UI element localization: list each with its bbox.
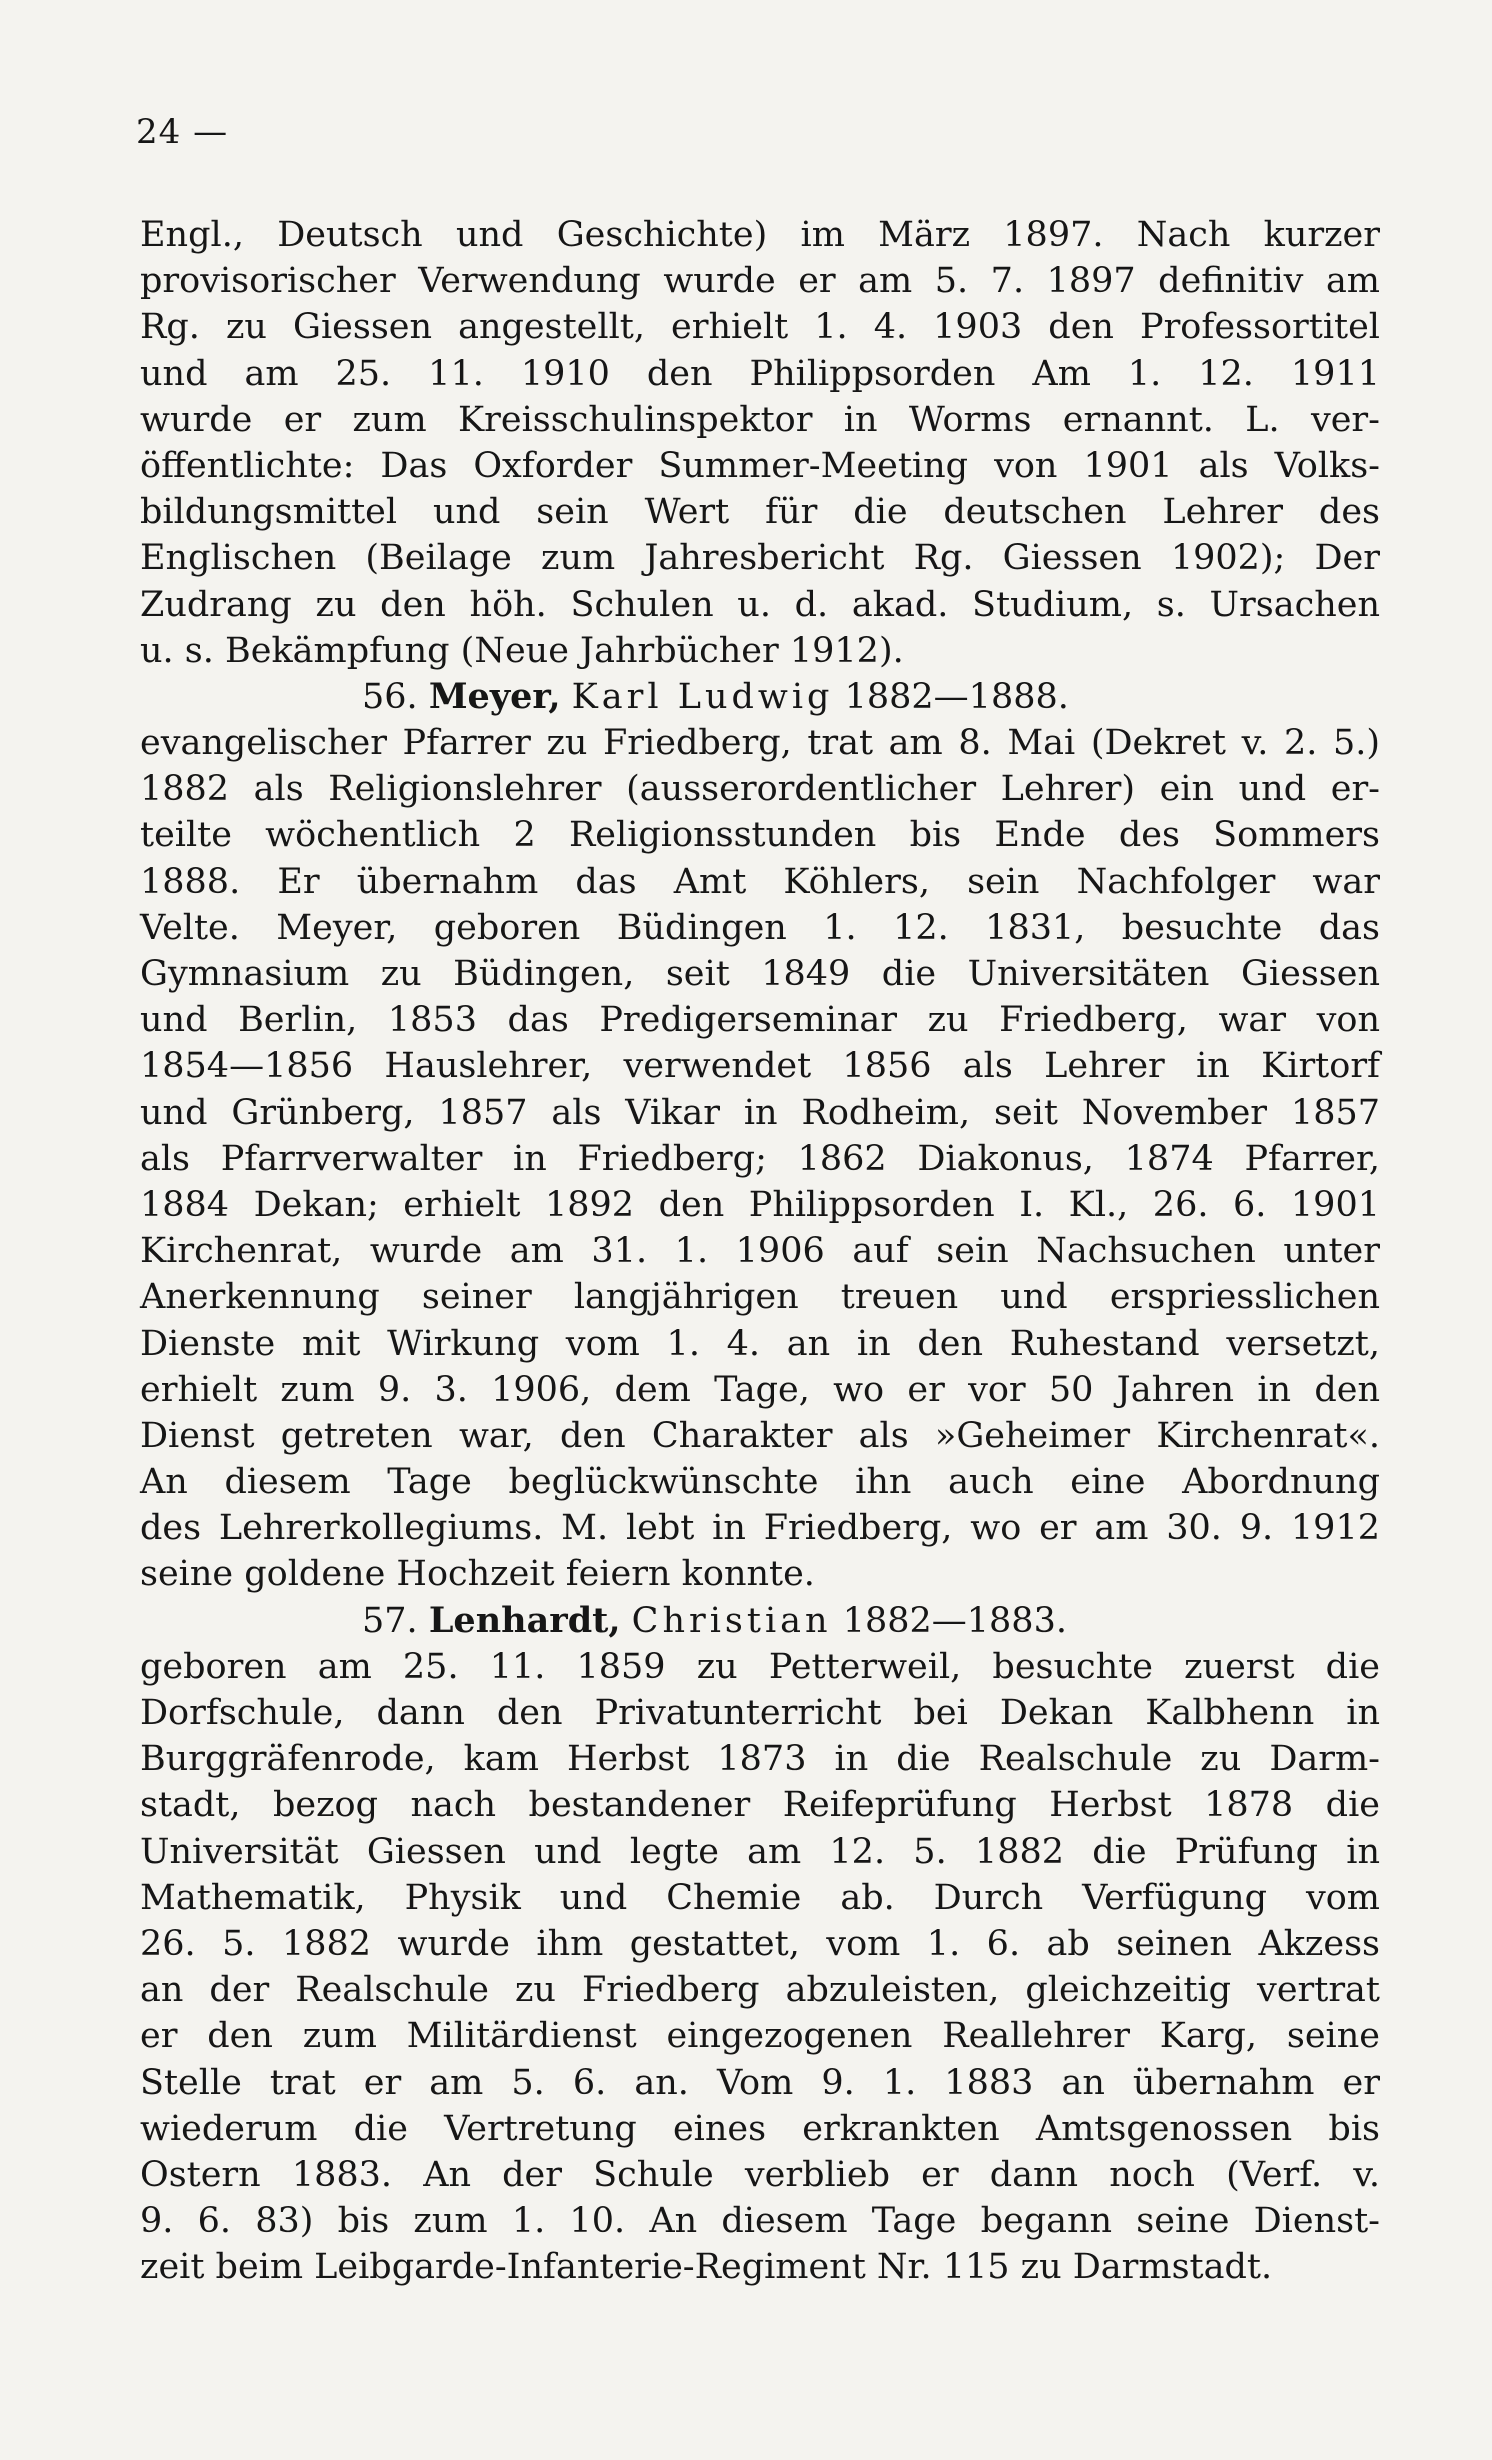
text-line: Gymnasium zu Büdingen, seit 1849 die Universitäten Giessen <box>140 954 1380 994</box>
text-line: des Lehrerkollegiums. M. lebt in Friedberg, wo er am 30. 9. 1912 <box>140 1508 1380 1549</box>
text-line: geboren am 25. 11. 1859 zu Petterweil, besuchte zuerst die <box>140 1646 1380 1687</box>
text-line: An diesem Tage beglückwünschte ihn auch eine Abordnung <box>140 1462 1380 1503</box>
text-line: Mathematik, Physik und Chemie ab. Durch Verfügung vom <box>140 1877 1380 1918</box>
text-line: 1884 Dekan; erhielt 1892 den Philippsorden I. Kl., 26. 6. 1901 <box>140 1184 1380 1225</box>
entry-heading-57 <box>140 1598 1380 1644</box>
text-line: Stelle trat er am 5. 6. an. Vom 9. 1. 1883 an übernahm er <box>140 2062 1380 2103</box>
page-header: 24 — <box>136 112 229 152</box>
text-line: u. s. Bekämpfung (Neue Jahrbücher 1912). <box>140 630 904 671</box>
entry-years: 1882—1888. <box>844 676 1069 717</box>
entry-number: 57. <box>362 1600 418 1641</box>
text-line: Ostern 1883. An der Schule verblieb er dann noch (Verf. v. <box>140 2154 1380 2195</box>
text-line: Rg. zu Giessen angestellt, erhielt 1. 4. 1903 den Professortitel <box>140 307 1380 348</box>
text-line: und Berlin, 1853 das Predigerseminar zu Friedberg, war von <box>140 1000 1380 1041</box>
text-line: provisorischer Verwendung wurde er am 5. 7. 1897 definitiv am <box>140 261 1380 302</box>
text-line: Kirchenrat, wurde am 31. 1. 1906 auf sein Nachsuchen unter <box>140 1231 1380 1272</box>
text-line: 1882 als Religionslehrer (ausserordentlicher Lehrer) ein und er- <box>140 769 1380 810</box>
text-line: Dorfschule, dann den Privatunterricht bei Dekan Kalbhenn in <box>140 1693 1380 1733</box>
entry-surname: Lenhardt, <box>428 1599 621 1641</box>
text-line: zeit beim Leibgarde-Infanterie-Regiment Nr. 115 zu Darmstadt. <box>140 2247 1273 2288</box>
text-line: 9. 6. 83) bis zum 1. 10. An diesem Tage begann seine Dienst- <box>140 2201 1380 2242</box>
text-line: Anerkennung seiner langjährigen treuen und erspriesslichen <box>140 1277 1380 1318</box>
text-line: an der Realschule zu Friedberg abzuleisten, gleichzeitig vertrat <box>140 1970 1380 2011</box>
text-line: stadt, bezog nach bestandener Reifeprüfung Herbst 1878 die <box>140 1785 1380 1826</box>
text-line: 1854—1856 Hauslehrer, verwendet 1856 als Lehrer in Kirtorf <box>140 1046 1380 1087</box>
text-line: 1888. Er übernahm das Amt Köhlers, sein Nachfolger war <box>140 861 1380 902</box>
text-line: Dienst getreten war, den Charakter als »Geheimer Kirchenrat«. <box>140 1415 1380 1456</box>
entry-given-name: Karl Ludwig <box>571 676 834 717</box>
text-line: teilte wöchentlich 2 Religionsstunden bis Ende des Sommers <box>140 815 1380 856</box>
text-line: seine goldene Hochzeit feiern konnte. <box>140 1554 815 1595</box>
text-line: Velte. Meyer, geboren Büdingen 1. 12. 1831, besuchte das <box>140 907 1380 948</box>
entry-number: 56. <box>362 676 418 717</box>
text-line: Zudrang zu den höh. Schulen u. d. akad. Studium, s. Ursachen <box>140 584 1380 625</box>
text-line: erhielt zum 9. 3. 1906, dem Tage, wo er vor 50 Jahren in den <box>140 1369 1380 1410</box>
text-line: wurde er zum Kreisschulinspektor in Worms ernannt. L. ver- <box>140 399 1380 440</box>
text-line: und Grünberg, 1857 als Vikar in Rodheim, seit November 1857 <box>140 1092 1380 1133</box>
entry-years: 1882—1883. <box>842 1600 1067 1641</box>
entry-given-name: Christian <box>631 1600 832 1641</box>
text-line: evangelischer Pfarrer zu Friedberg, trat am 8. Mai (Dekret v. 2. 5.) <box>140 723 1380 764</box>
text-line: Engl., Deutsch und Geschichte) im März 1897. Nach kurzer <box>140 215 1380 255</box>
text-line: 26. 5. 1882 wurde ihm gestattet, vom 1. 6. ab seinen Akzess <box>140 1923 1380 1964</box>
text-line: Englischen (Beilage zum Jahresbericht Rg. Giessen 1902); Der <box>140 538 1380 579</box>
text-line: Burggräfenrode, kam Herbst 1873 in die Realschule zu Darm- <box>140 1739 1380 1780</box>
entry-surname: Meyer, <box>428 675 561 717</box>
text-line: Universität Giessen und legte am 12. 5. 1882 die Prüfung in <box>140 1831 1380 1872</box>
text-line: als Pfarrverwalter in Friedberg; 1862 Diakonus, 1874 Pfarrer, <box>140 1138 1380 1179</box>
text-line: Dienste mit Wirkung vom 1. 4. an in den Ruhestand versetzt, <box>140 1323 1380 1364</box>
text-line: er den zum Militärdienst eingezogenen Reallehrer Karg, seine <box>140 2016 1380 2057</box>
page-body <box>140 212 1380 2290</box>
text-line: bildungsmittel und sein Wert für die deutschen Lehrer des <box>140 492 1380 533</box>
text-line: öffentlichte: Das Oxforder Summer-Meeting von 1901 als Volks- <box>140 445 1380 486</box>
entry-heading-56 <box>140 674 1380 720</box>
text-line: und am 25. 11. 1910 den Philippsorden Am 1. 12. 1911 <box>140 353 1380 394</box>
text-line: wiederum die Vertretung eines erkrankten Amtsgenossen bis <box>140 2108 1380 2149</box>
